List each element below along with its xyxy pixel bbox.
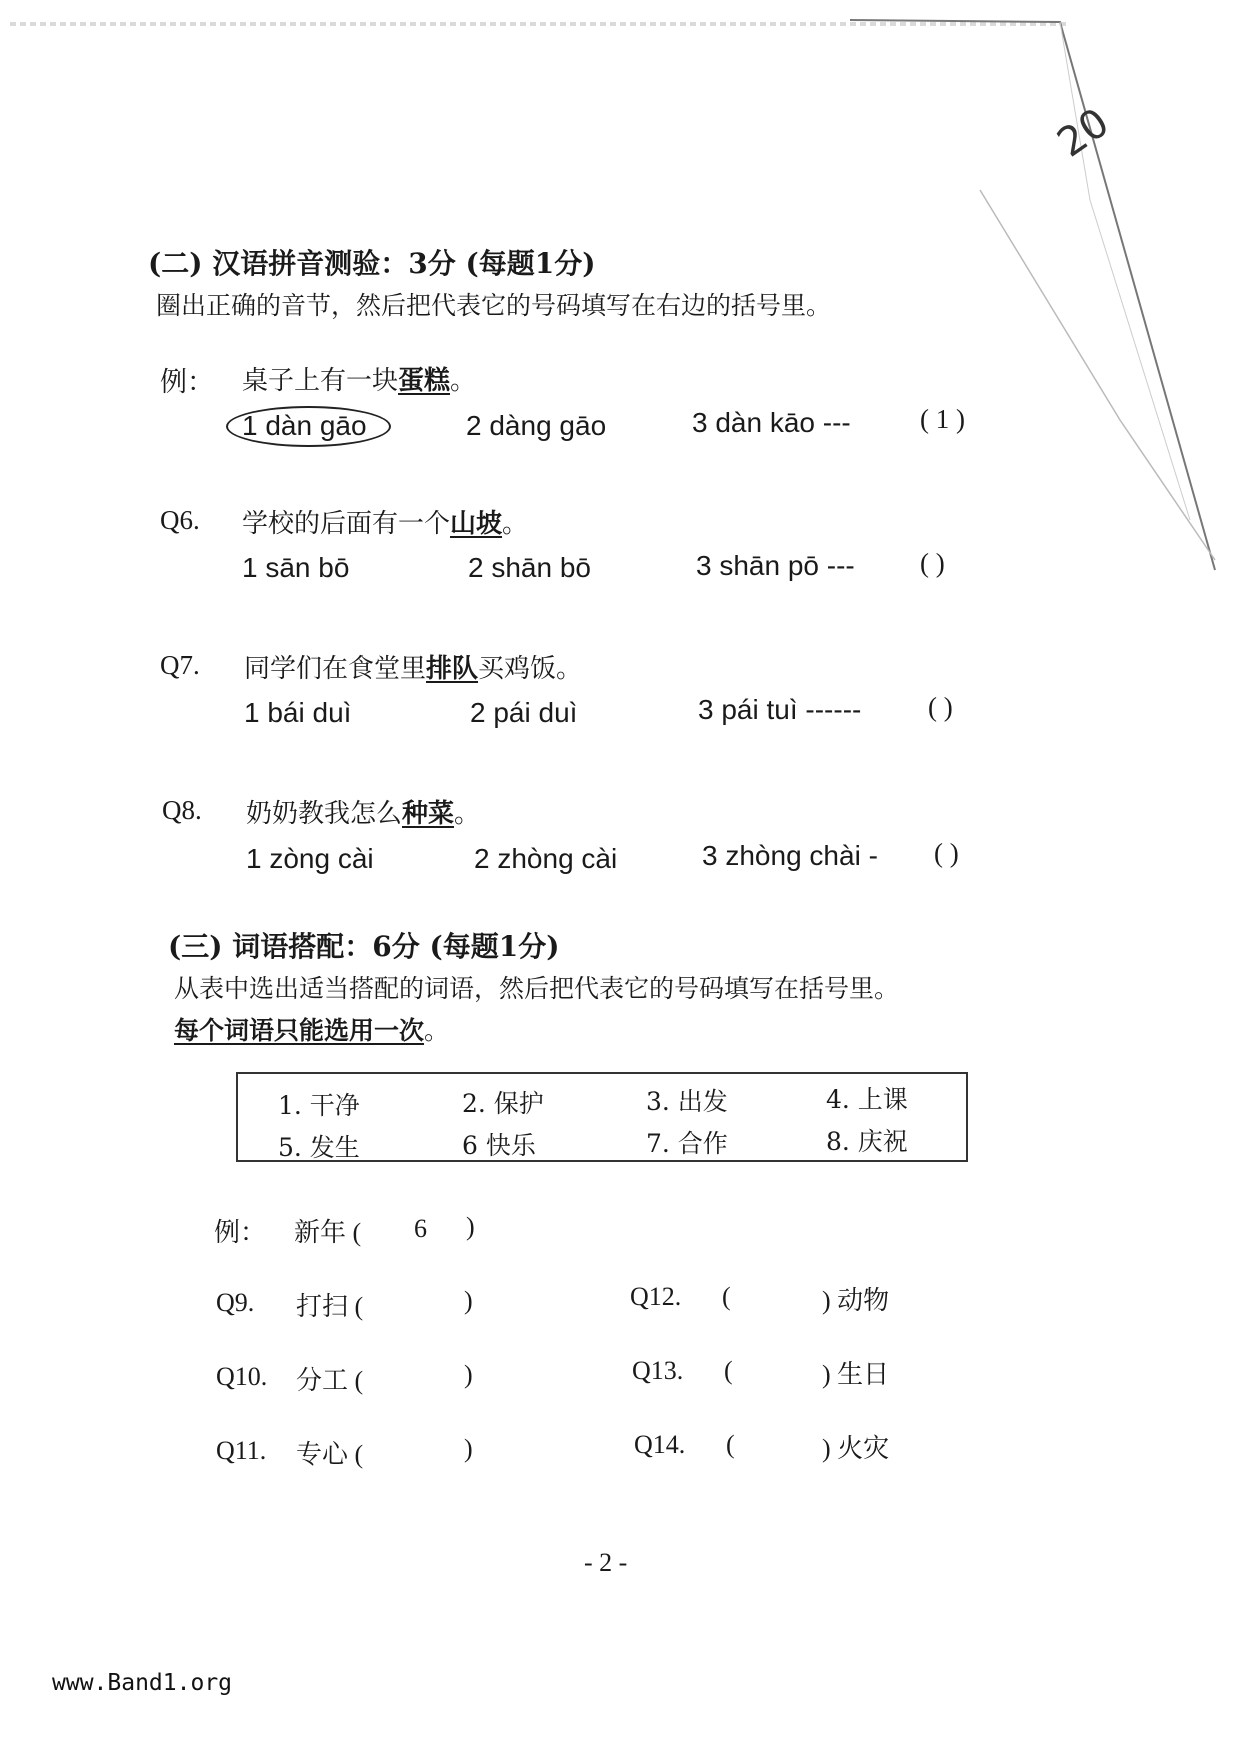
question-word: ) 生日 — [822, 1360, 890, 1389]
example-label: 例： — [160, 367, 214, 397]
example-answer: ( 1 ) — [920, 404, 965, 434]
answer-blank[interactable]: ( — [726, 1430, 735, 1459]
answer-blank[interactable]: ( ) — [934, 838, 959, 868]
answer-blank[interactable]: ( — [722, 1282, 731, 1311]
page-number: - 2 - — [584, 1548, 628, 1577]
word-bank-item: 5. 发生 — [278, 1133, 360, 1162]
question-word: ) 火灾 — [822, 1434, 890, 1463]
section-3-note: 每个词语只能选用一次。 — [174, 1016, 450, 1045]
option-1[interactable]: 1 zòng cài — [246, 843, 374, 874]
question-number: Q11. — [216, 1436, 267, 1465]
question-word: ) 动物 — [822, 1286, 890, 1315]
option-2[interactable]: 2 shān bō — [468, 552, 591, 583]
question-sentence: 奶奶教我怎么种菜。 — [246, 799, 481, 829]
answer-blank[interactable]: ( ) — [920, 548, 945, 578]
word-bank-item: 6 快乐 — [462, 1131, 536, 1160]
word-bank-item: 8. 庆祝 — [826, 1127, 908, 1156]
section-2-title: (二) 汉语拼音测验：3分 (每题1分) — [148, 247, 596, 280]
example-circled-answer: 1 dàn gāo — [226, 406, 391, 447]
question-word: 分工 ( — [296, 1366, 364, 1395]
option-1[interactable]: 1 bái duì — [244, 697, 352, 728]
option-3[interactable]: 3 shān pō --- — [696, 550, 855, 581]
question-number: Q9. — [216, 1288, 255, 1317]
question-number: Q10. — [216, 1362, 268, 1391]
answer-blank[interactable]: ) — [464, 1360, 473, 1389]
handwritten-score-mark: 20 — [1049, 99, 1118, 167]
example-close-paren: ) — [466, 1212, 475, 1241]
option-2[interactable]: 2 zhòng cài — [474, 843, 618, 874]
example-label: 例： — [214, 1218, 267, 1247]
answer-blank[interactable]: ( — [724, 1356, 733, 1385]
example-option-3: 3 dàn kāo --- — [692, 407, 851, 438]
question-number: Q6. — [160, 505, 200, 535]
question-sentence: 学校的后面有一个山坡。 — [242, 509, 529, 539]
option-2[interactable]: 2 pái duì — [470, 697, 578, 728]
question-number: Q13. — [632, 1356, 684, 1385]
question-word: 打扫 ( — [296, 1292, 364, 1321]
option-3[interactable]: 3 zhòng chài - — [702, 840, 878, 871]
word-bank-item: 3. 出发 — [646, 1087, 728, 1116]
answer-blank[interactable]: ) — [464, 1434, 473, 1463]
example-sentence: 桌子上有一块蛋糕。 — [242, 366, 477, 396]
section-2-instruction: 圈出正确的音节，然后把代表它的号码填写在右边的括号里。 — [156, 291, 832, 320]
scan-border-line — [10, 22, 1070, 26]
option-1[interactable]: 1 sān bō — [242, 552, 350, 583]
question-number: Q8. — [162, 795, 202, 825]
footer-url[interactable]: www.Band1.org — [52, 1670, 233, 1696]
example-option-1 — [242, 410, 391, 442]
word-bank-item: 1. 干净 — [278, 1091, 360, 1120]
example-word: 新年 ( — [294, 1218, 362, 1247]
answer-blank[interactable]: ) — [464, 1286, 473, 1315]
question-number: Q14. — [634, 1430, 686, 1459]
section-3-instruction: 从表中选出适当搭配的词语，然后把代表它的号码填写在括号里。 — [174, 974, 900, 1003]
word-bank-item: 2. 保护 — [462, 1089, 544, 1118]
question-number: Q12. — [630, 1282, 682, 1311]
answer-blank[interactable]: ( ) — [928, 692, 953, 722]
option-3[interactable]: 3 pái tuì ------ — [698, 694, 862, 725]
example-option-2: 2 dàng gāo — [466, 410, 607, 441]
question-word: 专心 ( — [296, 1440, 364, 1469]
word-bank-item: 7. 合作 — [646, 1129, 728, 1158]
question-number: Q7. — [160, 650, 200, 680]
word-bank-item: 4. 上课 — [826, 1085, 908, 1114]
section-3-title: (三) 词语搭配：6分 (每题1分) — [168, 930, 560, 963]
example-answer: 6 — [414, 1214, 427, 1243]
question-sentence: 同学们在食堂里排队买鸡饭。 — [244, 654, 583, 684]
